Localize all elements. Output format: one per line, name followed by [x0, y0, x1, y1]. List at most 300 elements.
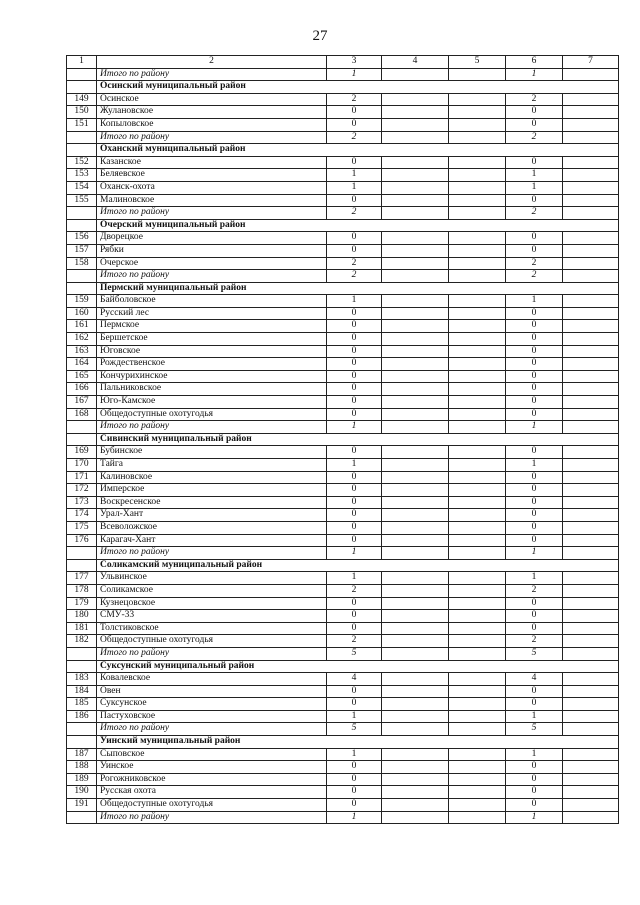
col-5-value	[449, 118, 506, 131]
col-7-value	[563, 257, 619, 270]
col-7-value	[563, 459, 619, 472]
row-number: 177	[67, 572, 97, 585]
col-6-value: 1	[506, 572, 563, 585]
table-row	[67, 169, 619, 182]
col-6-value: 0	[506, 622, 563, 635]
col-5-value	[449, 471, 506, 484]
col-7-value	[563, 118, 619, 131]
col-4-value	[382, 459, 449, 472]
col-6-value: 0	[506, 610, 563, 623]
col-3-value: 1	[327, 710, 382, 723]
table-row	[67, 597, 619, 610]
row-number: 155	[67, 194, 97, 207]
ground-name: Калиновское	[97, 471, 327, 484]
row-number	[67, 647, 97, 660]
col-3-value: 1	[327, 572, 382, 585]
district-name: Сивинский муниципальный район	[97, 433, 619, 446]
col-6-value: 1	[506, 710, 563, 723]
col-7-value	[563, 610, 619, 623]
ground-name: Толстиковское	[97, 622, 327, 635]
col-3-value: 0	[327, 773, 382, 786]
col-7-value	[563, 748, 619, 761]
col-5-value	[449, 181, 506, 194]
table-row	[67, 93, 619, 106]
col-4-value	[382, 257, 449, 270]
col-4-value	[382, 358, 449, 371]
row-number: 188	[67, 761, 97, 774]
table-body	[67, 68, 619, 824]
col-5-value	[449, 169, 506, 182]
row-number: 190	[67, 786, 97, 799]
ground-name: Итого по району	[97, 270, 327, 283]
col-4-value	[382, 93, 449, 106]
col-5-value	[449, 635, 506, 648]
col-5-value	[449, 584, 506, 597]
col-3-value: 5	[327, 723, 382, 736]
ground-name: Пермское	[97, 320, 327, 333]
table-row	[67, 408, 619, 421]
row-number: 151	[67, 118, 97, 131]
col-3-value: 2	[327, 257, 382, 270]
col-7-value	[563, 647, 619, 660]
col-5-value	[449, 761, 506, 774]
ground-name: Байболовское	[97, 295, 327, 308]
col-4-value	[382, 685, 449, 698]
row-number: 168	[67, 408, 97, 421]
header-col-7: 7	[563, 56, 619, 69]
district-header-row	[67, 736, 619, 749]
row-number: 173	[67, 496, 97, 509]
ground-name: Русский лес	[97, 307, 327, 320]
table-row	[67, 181, 619, 194]
table-row	[67, 610, 619, 623]
col-6-value: 0	[506, 307, 563, 320]
col-7-value	[563, 597, 619, 610]
col-4-value	[382, 521, 449, 534]
col-4-value	[382, 207, 449, 220]
header-col-2: 2	[97, 56, 327, 69]
table-row	[67, 698, 619, 711]
col-6-value: 2	[506, 207, 563, 220]
table-row	[67, 244, 619, 257]
col-7-value	[563, 799, 619, 812]
col-3-value: 2	[327, 270, 382, 283]
row-number: 183	[67, 673, 97, 686]
table-row	[67, 396, 619, 409]
col-6-value: 0	[506, 408, 563, 421]
col-3-value: 0	[327, 799, 382, 812]
col-4-value	[382, 169, 449, 182]
col-7-value	[563, 635, 619, 648]
table-row	[67, 572, 619, 585]
col-4-value	[382, 181, 449, 194]
table-row	[67, 761, 619, 774]
col-4-value	[382, 471, 449, 484]
col-4-value	[382, 307, 449, 320]
col-7-value	[563, 232, 619, 245]
col-5-value	[449, 358, 506, 371]
col-4-value	[382, 710, 449, 723]
row-number: 186	[67, 710, 97, 723]
col-7-value	[563, 685, 619, 698]
col-6-value: 2	[506, 93, 563, 106]
col-7-value	[563, 295, 619, 308]
ground-name: Сыповское	[97, 748, 327, 761]
col-5-value	[449, 396, 506, 409]
table-row	[67, 257, 619, 270]
table-row	[67, 635, 619, 648]
table-row	[67, 320, 619, 333]
col-6-value: 4	[506, 673, 563, 686]
col-7-value	[563, 622, 619, 635]
col-6-value: 0	[506, 509, 563, 522]
col-3-value: 0	[327, 471, 382, 484]
col-3-value: 1	[327, 421, 382, 434]
col-3-value: 0	[327, 118, 382, 131]
ground-name: Общедоступные охотугодья	[97, 799, 327, 812]
col-7-value	[563, 106, 619, 119]
col-3-value: 0	[327, 345, 382, 358]
col-5-value	[449, 547, 506, 560]
col-4-value	[382, 509, 449, 522]
col-7-value	[563, 496, 619, 509]
row-number: 163	[67, 345, 97, 358]
col-7-value	[563, 333, 619, 346]
col-6-value: 0	[506, 521, 563, 534]
row-number: 172	[67, 484, 97, 497]
row-number: 158	[67, 257, 97, 270]
ground-name: Итого по району	[97, 68, 327, 81]
ground-name: Очерское	[97, 257, 327, 270]
col-6-value: 1	[506, 459, 563, 472]
col-4-value	[382, 396, 449, 409]
col-6-value: 0	[506, 320, 563, 333]
col-4-value	[382, 622, 449, 635]
col-5-value	[449, 622, 506, 635]
row-number: 185	[67, 698, 97, 711]
col-5-value	[449, 748, 506, 761]
table-row	[67, 370, 619, 383]
ground-name: Беляевское	[97, 169, 327, 182]
row-number: 159	[67, 295, 97, 308]
district-spacer	[67, 282, 97, 295]
district-total-row	[67, 723, 619, 736]
col-5-value	[449, 698, 506, 711]
col-3-value: 2	[327, 584, 382, 597]
col-3-value: 1	[327, 459, 382, 472]
district-header-row	[67, 282, 619, 295]
table-row	[67, 446, 619, 459]
col-6-value: 1	[506, 421, 563, 434]
col-3-value: 2	[327, 131, 382, 144]
col-3-value: 0	[327, 610, 382, 623]
col-5-value	[449, 610, 506, 623]
col-7-value	[563, 471, 619, 484]
ground-name: СМУ-33	[97, 610, 327, 623]
ground-name: Итого по району	[97, 131, 327, 144]
col-5-value	[449, 383, 506, 396]
col-4-value	[382, 773, 449, 786]
row-number: 161	[67, 320, 97, 333]
table-row	[67, 685, 619, 698]
row-number: 156	[67, 232, 97, 245]
table-row	[67, 471, 619, 484]
ground-name: Рябки	[97, 244, 327, 257]
col-5-value	[449, 156, 506, 169]
district-name: Пермский муниципальный район	[97, 282, 619, 295]
col-3-value: 0	[327, 370, 382, 383]
district-spacer	[67, 736, 97, 749]
district-header-row	[67, 660, 619, 673]
col-6-value: 2	[506, 635, 563, 648]
district-total-row	[67, 131, 619, 144]
table-row	[67, 106, 619, 119]
col-7-value	[563, 509, 619, 522]
col-5-value	[449, 68, 506, 81]
col-6-value: 2	[506, 270, 563, 283]
header-col-5: 5	[449, 56, 506, 69]
ground-name: Кузнецовское	[97, 597, 327, 610]
col-5-value	[449, 509, 506, 522]
col-3-value: 0	[327, 333, 382, 346]
col-7-value	[563, 307, 619, 320]
col-3-value: 1	[327, 181, 382, 194]
table-row	[67, 232, 619, 245]
col-6-value: 1	[506, 547, 563, 560]
col-3-value: 0	[327, 194, 382, 207]
ground-name: Общедоступные охотугодья	[97, 635, 327, 648]
col-5-value	[449, 257, 506, 270]
col-7-value	[563, 572, 619, 585]
col-6-value: 0	[506, 685, 563, 698]
col-7-value	[563, 396, 619, 409]
row-number: 165	[67, 370, 97, 383]
ground-name: Ковалевское	[97, 673, 327, 686]
col-6-value: 0	[506, 773, 563, 786]
col-6-value: 0	[506, 333, 563, 346]
col-4-value	[382, 333, 449, 346]
table-header-row	[67, 56, 619, 69]
col-3-value: 0	[327, 534, 382, 547]
row-number: 175	[67, 521, 97, 534]
col-5-value	[449, 647, 506, 660]
row-number: 154	[67, 181, 97, 194]
col-7-value	[563, 421, 619, 434]
col-3-value: 0	[327, 320, 382, 333]
row-number	[67, 811, 97, 824]
col-5-value	[449, 333, 506, 346]
col-7-value	[563, 811, 619, 824]
page-number: 27	[312, 28, 328, 44]
ground-name: Русская охота	[97, 786, 327, 799]
col-4-value	[382, 572, 449, 585]
col-6-value: 1	[506, 181, 563, 194]
col-3-value: 4	[327, 673, 382, 686]
col-5-value	[449, 534, 506, 547]
ground-name: Урал-Хант	[97, 509, 327, 522]
row-number	[67, 723, 97, 736]
ground-name: Итого по району	[97, 647, 327, 660]
col-3-value: 2	[327, 207, 382, 220]
col-5-value	[449, 773, 506, 786]
col-4-value	[382, 635, 449, 648]
col-4-value	[382, 799, 449, 812]
header-col-6: 6	[506, 56, 563, 69]
col-6-value: 0	[506, 383, 563, 396]
col-7-value	[563, 194, 619, 207]
col-4-value	[382, 761, 449, 774]
table-row	[67, 194, 619, 207]
col-7-value	[563, 131, 619, 144]
district-name: Соликамский муниципальный район	[97, 559, 619, 572]
row-number: 184	[67, 685, 97, 698]
table-row	[67, 773, 619, 786]
district-spacer	[67, 660, 97, 673]
table-row	[67, 521, 619, 534]
col-3-value: 0	[327, 408, 382, 421]
col-6-value: 0	[506, 358, 563, 371]
col-6-value: 0	[506, 396, 563, 409]
col-5-value	[449, 685, 506, 698]
row-number: 153	[67, 169, 97, 182]
col-4-value	[382, 723, 449, 736]
ground-name: Итого по району	[97, 547, 327, 560]
col-3-value: 1	[327, 547, 382, 560]
table-row	[67, 118, 619, 131]
col-6-value: 0	[506, 799, 563, 812]
col-5-value	[449, 307, 506, 320]
col-4-value	[382, 584, 449, 597]
col-5-value	[449, 207, 506, 220]
col-6-value: 2	[506, 257, 563, 270]
ground-name: Воскресенское	[97, 496, 327, 509]
district-spacer	[67, 559, 97, 572]
row-number	[67, 547, 97, 560]
col-3-value: 0	[327, 698, 382, 711]
table-row	[67, 358, 619, 371]
col-7-value	[563, 698, 619, 711]
ground-name: Итого по району	[97, 723, 327, 736]
district-name: Осинский муниципальный район	[97, 81, 619, 94]
row-number: 160	[67, 307, 97, 320]
district-spacer	[67, 433, 97, 446]
ground-name: Суксунское	[97, 698, 327, 711]
col-3-value: 0	[327, 509, 382, 522]
col-6-value: 1	[506, 748, 563, 761]
col-5-value	[449, 93, 506, 106]
col-5-value	[449, 446, 506, 459]
table-row	[67, 534, 619, 547]
col-3-value: 0	[327, 358, 382, 371]
col-7-value	[563, 773, 619, 786]
row-number: 174	[67, 509, 97, 522]
col-5-value	[449, 597, 506, 610]
col-4-value	[382, 484, 449, 497]
header-col-3: 3	[327, 56, 382, 69]
col-5-value	[449, 496, 506, 509]
col-4-value	[382, 244, 449, 257]
table-row	[67, 509, 619, 522]
row-number	[67, 68, 97, 81]
col-6-value: 0	[506, 534, 563, 547]
col-3-value: 0	[327, 496, 382, 509]
district-header-row	[67, 559, 619, 572]
col-6-value: 0	[506, 232, 563, 245]
col-6-value: 0	[506, 471, 563, 484]
col-5-value	[449, 459, 506, 472]
col-5-value	[449, 295, 506, 308]
col-3-value: 0	[327, 156, 382, 169]
header-col-4: 4	[382, 56, 449, 69]
col-3-value: 2	[327, 93, 382, 106]
col-7-value	[563, 584, 619, 597]
col-6-value: 0	[506, 106, 563, 119]
col-5-value	[449, 194, 506, 207]
col-7-value	[563, 181, 619, 194]
col-6-value: 0	[506, 370, 563, 383]
table-row	[67, 786, 619, 799]
ground-name: Казанское	[97, 156, 327, 169]
ground-name: Пальниковское	[97, 383, 327, 396]
col-4-value	[382, 597, 449, 610]
col-7-value	[563, 345, 619, 358]
table-row	[67, 484, 619, 497]
col-6-value: 0	[506, 345, 563, 358]
col-3-value: 0	[327, 622, 382, 635]
table-row	[67, 295, 619, 308]
col-3-value: 0	[327, 244, 382, 257]
col-7-value	[563, 93, 619, 106]
col-5-value	[449, 408, 506, 421]
table-row	[67, 673, 619, 686]
col-4-value	[382, 156, 449, 169]
col-7-value	[563, 169, 619, 182]
col-7-value	[563, 521, 619, 534]
ground-name: Бершетское	[97, 333, 327, 346]
col-7-value	[563, 358, 619, 371]
hunting-grounds-table	[66, 55, 619, 824]
col-4-value	[382, 408, 449, 421]
col-4-value	[382, 534, 449, 547]
col-7-value	[563, 244, 619, 257]
district-header-row	[67, 81, 619, 94]
col-5-value	[449, 786, 506, 799]
ground-name: Соликамское	[97, 584, 327, 597]
district-header-row	[67, 433, 619, 446]
row-number: 182	[67, 635, 97, 648]
col-3-value: 0	[327, 232, 382, 245]
col-5-value	[449, 723, 506, 736]
ground-name: Итого по району	[97, 811, 327, 824]
row-number: 191	[67, 799, 97, 812]
ground-name: Овен	[97, 685, 327, 698]
col-4-value	[382, 194, 449, 207]
row-number: 187	[67, 748, 97, 761]
col-7-value	[563, 68, 619, 81]
row-number	[67, 421, 97, 434]
district-total-row	[67, 811, 619, 824]
col-6-value: 2	[506, 584, 563, 597]
col-7-value	[563, 761, 619, 774]
table-row	[67, 799, 619, 812]
col-4-value	[382, 610, 449, 623]
district-total-row	[67, 68, 619, 81]
col-3-value: 0	[327, 786, 382, 799]
col-6-value: 0	[506, 244, 563, 257]
col-5-value	[449, 484, 506, 497]
ground-name: Юговское	[97, 345, 327, 358]
col-6-value: 0	[506, 156, 563, 169]
